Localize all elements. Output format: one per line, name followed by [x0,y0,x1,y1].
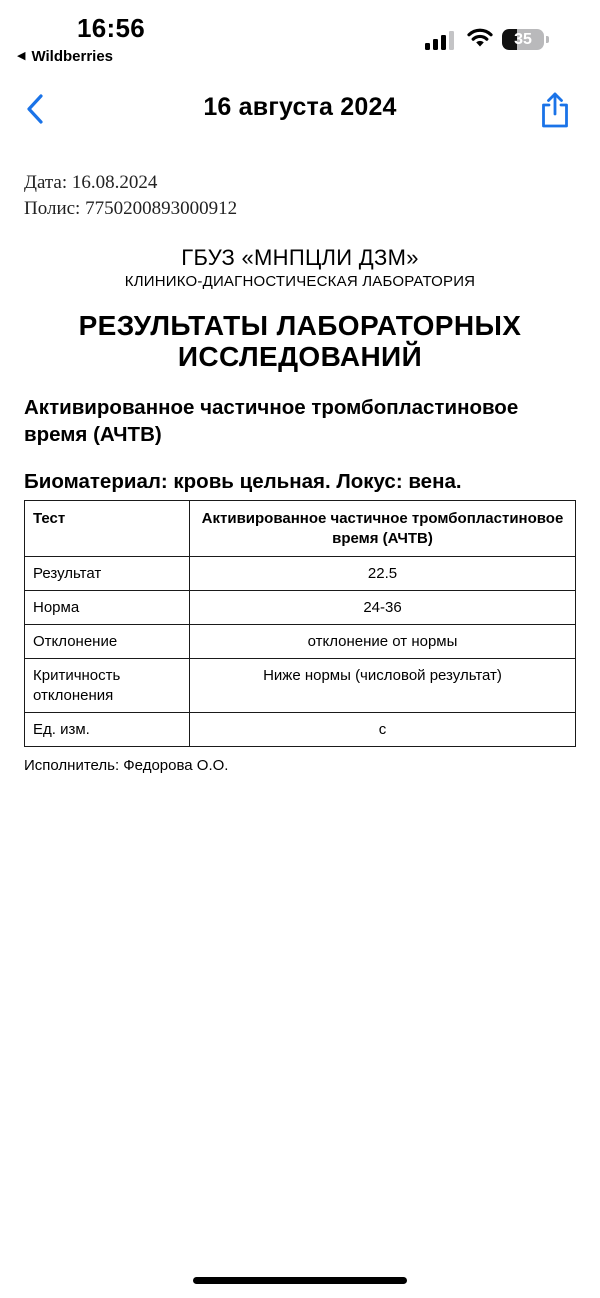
report-heading: РЕЗУЛЬТАТЫ ЛАБОРАТОРНЫХ ИССЛЕДОВАНИЙ [78,310,522,372]
row-label-result: Результат [25,557,190,591]
test-name: Активированное частичное тромбопластиновое время (АЧТВ) [24,396,519,446]
biomaterial-line: Биоматериал: кровь цельная. Локус: вена. [24,470,462,493]
table-row [25,713,576,747]
organization-name: ГБУЗ «МНПЦЛИ ДЗМ» [181,245,419,270]
row-label-criticality: Критичность отклонения [25,659,190,713]
back-to-app-link[interactable] [17,48,113,65]
report-date: Дата: 16.08.2024 [24,172,158,193]
battery-level: 35 [514,31,532,48]
results-table [24,500,576,747]
table-row [25,557,576,591]
back-triangle-icon: ◀ [17,50,26,62]
back-app-label: Wildberries [31,48,114,65]
table-row [25,625,576,659]
table-header-row [25,501,576,557]
table-row [25,591,576,625]
report-meta [24,170,576,222]
table-row [25,659,576,713]
cellular-signal-icon [425,30,457,50]
home-indicator[interactable] [193,1277,407,1284]
row-value-result: 22.5 [190,557,576,591]
row-value-norm: 24-36 [190,591,576,625]
lab-report-document [24,170,576,776]
status-time: 16:56 [77,13,145,43]
row-label-units: Ед. изм. [25,713,190,747]
page-title: 16 августа 2024 [203,93,397,121]
executor-line: Исполнитель: Федорова О.О. [24,757,229,774]
table-header-label: Тест [25,501,190,557]
row-label-norm: Норма [25,591,190,625]
table-header-value: Активированное частичное тромбопластиновое время (АЧТВ) [190,501,576,557]
share-icon[interactable] [539,91,571,129]
row-value-deviation: отклонение от нормы [190,625,576,659]
row-value-criticality: Ниже нормы (числовой результат) [190,659,576,713]
battery-icon [502,29,544,50]
organization-block [24,244,576,292]
battery-tip [546,36,549,43]
row-value-units: с [190,713,576,747]
organization-subtitle: КЛИНИКО-ДИАГНОСТИЧЕСКАЯ ЛАБОРАТОРИЯ [124,273,476,290]
wifi-icon [466,27,494,49]
row-label-deviation: Отклонение [25,625,190,659]
policy-number: Полис: 7750200893000912 [24,198,238,219]
